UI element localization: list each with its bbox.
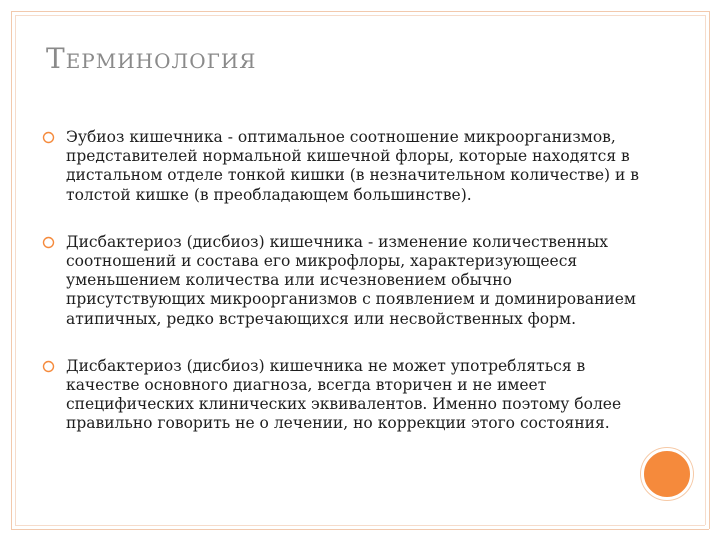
frame-border-right (709, 11, 710, 529)
frame-inner-border-left (15, 15, 16, 525)
bullet-item-dysbiosis-definition (40, 233, 640, 329)
slide-title-rest: ЕРМИНОЛОГИЯ (65, 49, 257, 73)
slide-title-initial: Т (46, 42, 66, 75)
frame-border-left (11, 11, 12, 529)
orange-circle-decoration (641, 448, 693, 500)
frame-inner-border-top (15, 15, 705, 16)
bullet-item-eubiosis (40, 128, 640, 205)
circle-outline-bullet-icon (42, 236, 55, 249)
frame-inner-border-right (705, 15, 706, 525)
bullet-text: Дисбактериоз (дисбиоз) кишечника - изменение количественных соотношений и состава его микрофлоры, характеризующееся уменьшением количества или исчезновением обычно присутствующих микроорганизмов с появлением и доминированием атипичных, редко встречающихся или несвойственных форм. (66, 232, 636, 328)
frame-inner-border-bottom (15, 525, 705, 526)
frame-border-bottom (11, 529, 709, 530)
circle-outline-bullet-icon (42, 360, 55, 373)
frame-border-top (11, 11, 709, 12)
circle-outline-bullet-icon (42, 131, 55, 144)
bullet-text: Дисбактериоз (дисбиоз) кишечника не может употребляться в качестве основного диагноза, всегда вторичен и не имеет специфических клинических эквивалентов. Именно поэтому более правильно говорить не о лечении, но коррекции этого состояния. (66, 356, 622, 433)
bullet-list (40, 128, 640, 434)
slide-title (46, 42, 256, 75)
bullet-text: Эубиоз кишечника - оптимальное соотношение микроорганизмов, представителей нормальной кишечной флоры, которые находятся в дистальном отделе тонкой кишки (в незначительном количестве) и в толстой кишке (в преобладающем большинстве). (66, 128, 639, 204)
bullet-item-dysbiosis-diagnosis (40, 357, 640, 434)
